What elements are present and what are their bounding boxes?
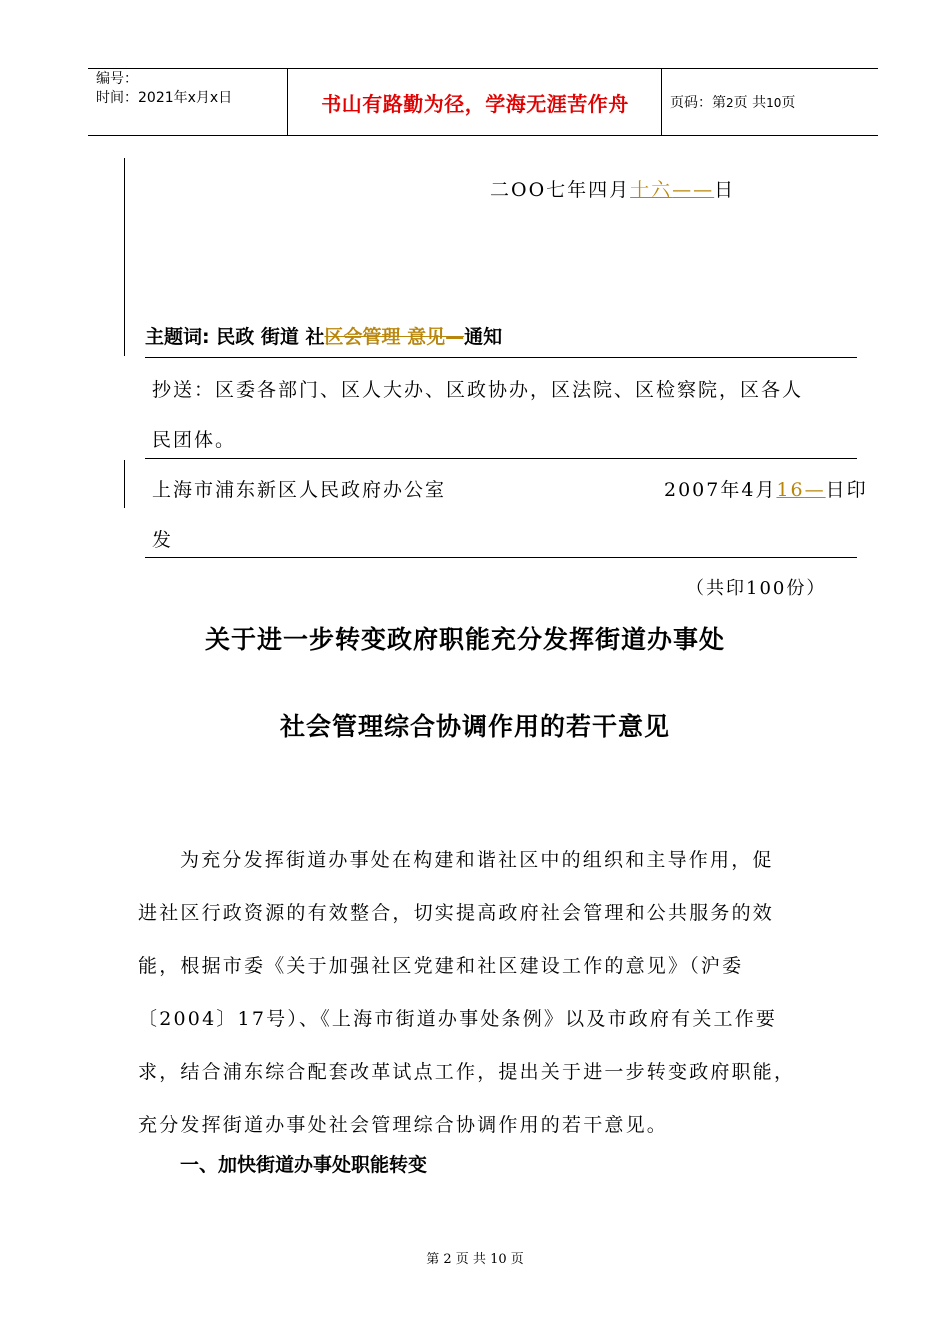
- paragraph-line: 充分发挥街道办事处社会管理综合协调作用的若干意见。: [138, 1114, 669, 1136]
- header-bottom-rule: [88, 135, 878, 136]
- footer-page-current: 2: [443, 1252, 452, 1267]
- margin-rule-top: [124, 158, 125, 356]
- issuer-date-inserted: 16: [776, 479, 805, 501]
- date-line: 二OO七年四月十六——日: [490, 179, 736, 201]
- page-footer: 第 2 页 共 10 页: [426, 1252, 524, 1267]
- document-title-line-1: 关于进一步转变政府职能充分发挥街道办事处: [204, 625, 725, 654]
- header-divider-left: [287, 68, 288, 136]
- document-title-line-2: 社会管理综合协调作用的若干意见: [279, 712, 670, 741]
- cc-line-1: 抄送：区委各部门、区人大办、区政协办，区法院、区检察院，区各人: [152, 379, 804, 401]
- header-divider-right: [661, 68, 662, 136]
- header-top-rule: [88, 68, 878, 69]
- margin-rule-bottom: [124, 460, 125, 508]
- section-heading: 一、加快街道办事处职能转变: [180, 1154, 428, 1176]
- header-page-current: 2: [726, 96, 734, 110]
- issuer-bottom-rule: [145, 557, 857, 558]
- keywords-deleted: 区会管理 意见—: [324, 326, 465, 348]
- keywords-label: 主题词:: [145, 326, 210, 348]
- paragraph-line: 为充分发挥街道办事处在构建和谐社区中的组织和主导作用，促: [180, 849, 774, 871]
- issuer-top-rule: [145, 458, 857, 459]
- body-paragraph: [138, 834, 838, 1152]
- header-meta: [96, 70, 232, 108]
- cc-line-2: 民团体。: [152, 429, 237, 451]
- header-page-indicator: 页码：第2页 共10页: [670, 95, 796, 111]
- issuer-office: 上海市浦东新区人民政府办公室: [152, 479, 447, 501]
- paragraph-line: 求，结合浦东综合配套改革试点工作，提出关于进一步转变政府职能，: [138, 1061, 796, 1083]
- time-label: 时间：2021年x月x日: [96, 90, 233, 106]
- paragraph-line: 〔2004〕17号）、《上海市街道办事处条例》以及市政府有关工作要: [138, 1008, 778, 1030]
- serial-label: 编号：: [96, 71, 138, 87]
- cc-top-rule: [145, 357, 857, 358]
- keywords-line: 主题词: 民政 街道 社区会管理 意见—通知: [145, 326, 503, 348]
- issuer-continuation: 发: [152, 529, 174, 551]
- issuer-date: 2007年4月16—日印: [664, 479, 868, 501]
- print-count: （共印100份）: [686, 578, 827, 599]
- paragraph-line: 能，根据市委《关于加强社区党建和社区建设工作的意见》（沪委: [138, 955, 744, 977]
- date-inserted: 十六: [630, 179, 673, 201]
- header-motto: 书山有路勤为径，学海无涯苦作舟: [321, 92, 629, 116]
- footer-page-total: 10: [490, 1252, 507, 1267]
- header-page-total: 10: [766, 96, 782, 110]
- paragraph-line: 进社区行政资源的有效整合，切实提高政府社会管理和公共服务的效: [138, 902, 775, 924]
